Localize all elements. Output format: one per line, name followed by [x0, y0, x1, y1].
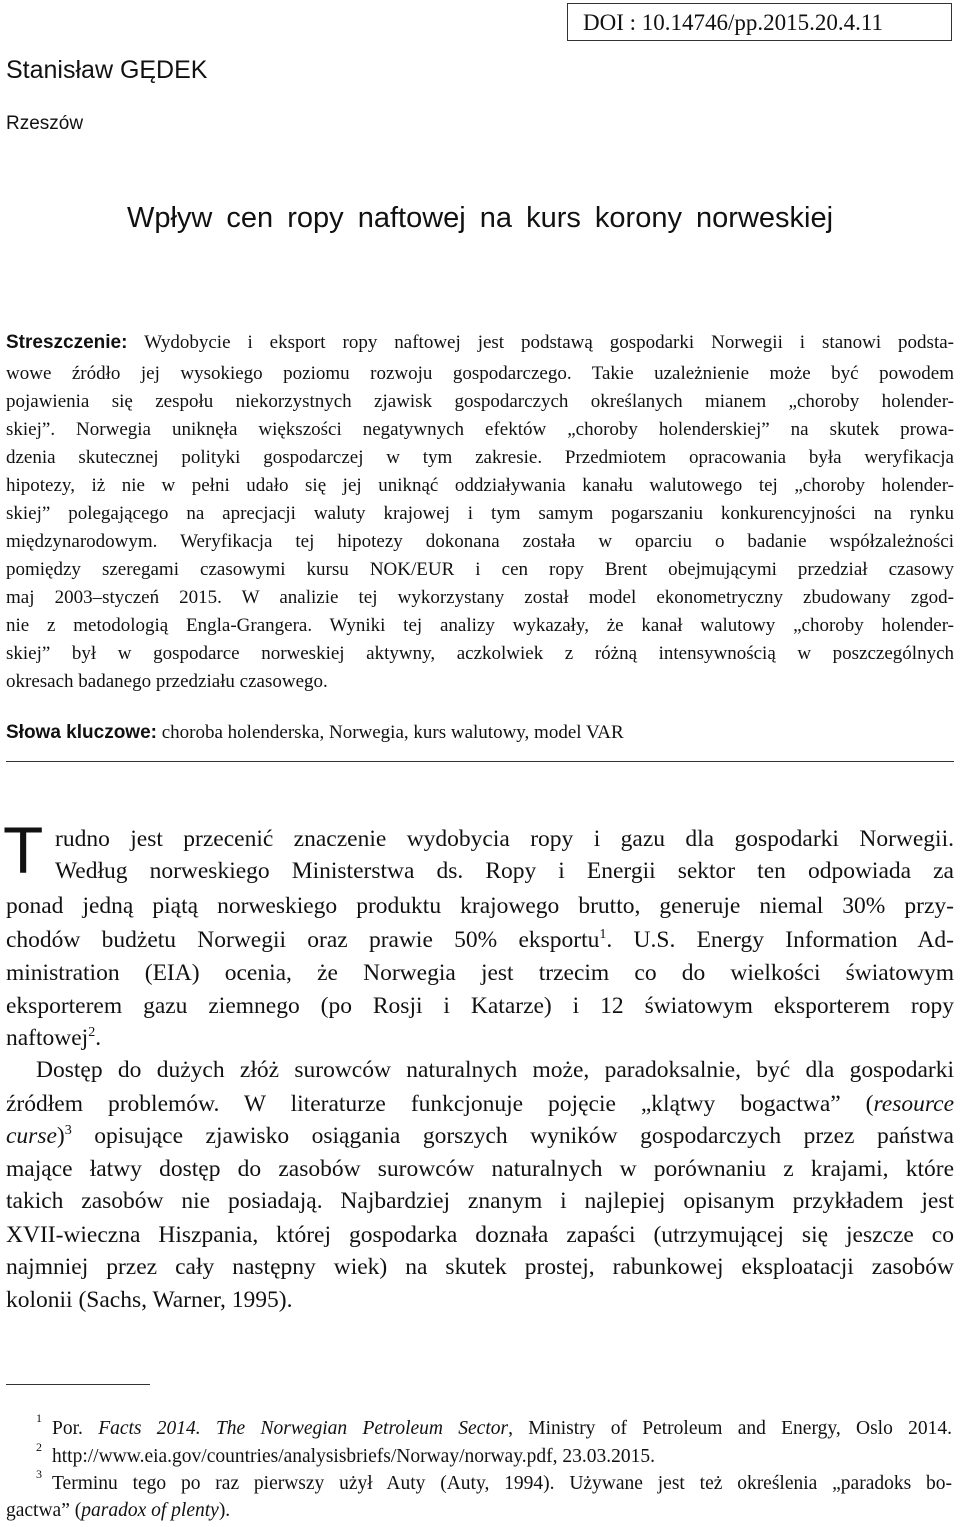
keywords-divider: [6, 761, 954, 762]
footnote-ref[interactable]: 1: [599, 926, 607, 943]
doi: DOI : 10.14746/pp.2015.20.4.11: [583, 10, 884, 35]
author-affiliation: Rzeszów: [6, 113, 84, 134]
abstract-line: skiej” polegającego na aprecjacji waluty krajowej i tym samym pogarszaniu konkurencyjności na rynku: [6, 503, 954, 524]
body-line: kolonii (Sachs, Warner, 1995).: [6, 1287, 293, 1313]
body-line: chodów budżetu Norwegii oraz prawie 50% eksportu$^1$. U.S. Energy Information Ad-: [6, 926, 954, 953]
abstract-line: hipotezy, iż nie w pełni udało się jej uniknąć oddziaływania kanału walutowego tej „choroby holender-: [6, 475, 954, 496]
body-line: najmniej przez cały następny wiek) na skutek prostej, rabunkowej eksploatacji zasobów: [6, 1254, 954, 1280]
body-line: Według norweskiego Ministerstwa ds. Ropy i Energii sektor ten odpowiada za: [55, 858, 954, 884]
footnote-link[interactable]: http://www.eia.gov/countries/analysisbriefs/Norway/norway.pdf, 23.03.2015.: [52, 1446, 655, 1467]
footnote: Por. Facts 2014. The Norwegian Petroleum Sector, Ministry of Petroleum and Energy, Oslo 2014.: [52, 1418, 953, 1439]
drop-cap: T: [3, 813, 44, 887]
keywords-text: choroba holenderska, Norwegia, kurs walutowy, model VAR: [161, 722, 624, 743]
abstract-label: Streszczenie:: [6, 332, 128, 353]
article-title: Wpływ cen ropy naftowej na kurs korony norweskiej: [126, 202, 834, 234]
footnote-ref[interactable]: 3: [64, 1122, 72, 1139]
body-line: źródłem problemów. W literaturze funkcjonuje pojęcie „klątwy bogactwa” (resource: [6, 1091, 954, 1117]
body-line: naftowej$^2$.: [6, 1024, 102, 1051]
body-line: rudno jest przecenić znaczenie wydobycia ropy i gazu dla gospodarki Norwegii.: [55, 826, 954, 852]
abstract-line: pojawienia się zespołu niekorzystnych zjawisk gospodarczych określanych mianem „choroby holender-: [6, 391, 954, 412]
footnote-ref[interactable]: 2: [88, 1024, 96, 1041]
body-line: eksporterem gazu ziemnego (po Rosji i Katarze) i 12 światowym eksporterem ropy: [6, 993, 954, 1019]
abstract-line: międzynarodowym. Weryfikacja tej hipotezy dokonana została w oparciu o badanie współzależności: [6, 531, 954, 552]
abstract-line: maj 2003–styczeń 2015. W analizie tej wykorzystany został model ekonometryczny zbudowany zgod-: [6, 587, 954, 608]
body-line: takich zasobów nie posiadają. Najbardziej znanym i najlepiej opisanym przykładem jest: [6, 1188, 954, 1214]
body-line: ministration (EIA) ocenia, że Norwegia jest trzecim co do wielkości światowym: [6, 960, 954, 986]
abstract-line: wowe źródło jej wysokiego poziomu rozwoju gospodarczego. Takie uzależnienie może być powodem: [6, 363, 954, 384]
body-line: curse)$^3$ opisujące zjawisko osiągania gorszych wyników gospodarczych przez państwa: [6, 1122, 954, 1149]
footnote-number: 3: [36, 1467, 42, 1481]
abstract-line: pomiędzy szeregami czasowymi kursu NOK/EUR i cen ropy Brent obejmującymi przedział czasowy: [6, 559, 954, 580]
footnote: gactwa” (paradox of plenty).: [6, 1500, 231, 1521]
abstract-line: okresach badanego przedziału czasowego.: [6, 671, 328, 692]
keywords-label: Słowa kluczowe:: [6, 722, 157, 743]
body-line: XVII-wieczna Hiszpania, której gospodarka doznała zapaści (utrzymującej się jeszcze co: [6, 1222, 954, 1248]
author-name: Stanisław GĘDEK: [6, 56, 208, 84]
body-line: ponad jedną piątą norweskiego produktu krajowego brutto, generuje niemal 30% przy-: [6, 893, 954, 919]
footnote-number: 1: [36, 1411, 42, 1425]
abstract-line: skiej” był w gospodarce norweskiej aktywny, aczkolwiek z różną intensywnością w poszczególnych: [6, 643, 954, 664]
keywords: [6, 722, 624, 744]
body-line: mające łatwy dostęp do zasobów surowców naturalnych w porównaniu z krajami, które: [6, 1156, 954, 1182]
abstract-line: skiej”. Norwegia uniknęła większości negatywnych efektów „choroby holenderskiej” na skutek prowa-: [6, 419, 954, 440]
footnote: Terminu tego po raz pierwszy użył Auty (Auty, 1994). Używane jest też określenia „paradoks bo-: [52, 1473, 952, 1494]
abstract-line: nie z metodologią Engla-Grangera. Wyniki tej analizy wykazały, że kanał walutowy „choroby holender-: [6, 615, 954, 636]
body-line: Dostęp do dużych złóż surowców naturalnych może, paradoksalnie, być dla gospodarki: [36, 1057, 954, 1083]
footnote-number: 2: [36, 1440, 42, 1454]
abstract-line: Streszczenie: Wydobycie i eksport ropy naftowej jest podstawą gospodarki Norwegii i stanowi podsta-: [6, 332, 954, 353]
footnote-divider: [6, 1384, 150, 1385]
abstract-line: dzenia skutecznej polityki gospodarczej w tym zakresie. Przedmiotem opracowania była weryfikacja: [6, 447, 954, 468]
